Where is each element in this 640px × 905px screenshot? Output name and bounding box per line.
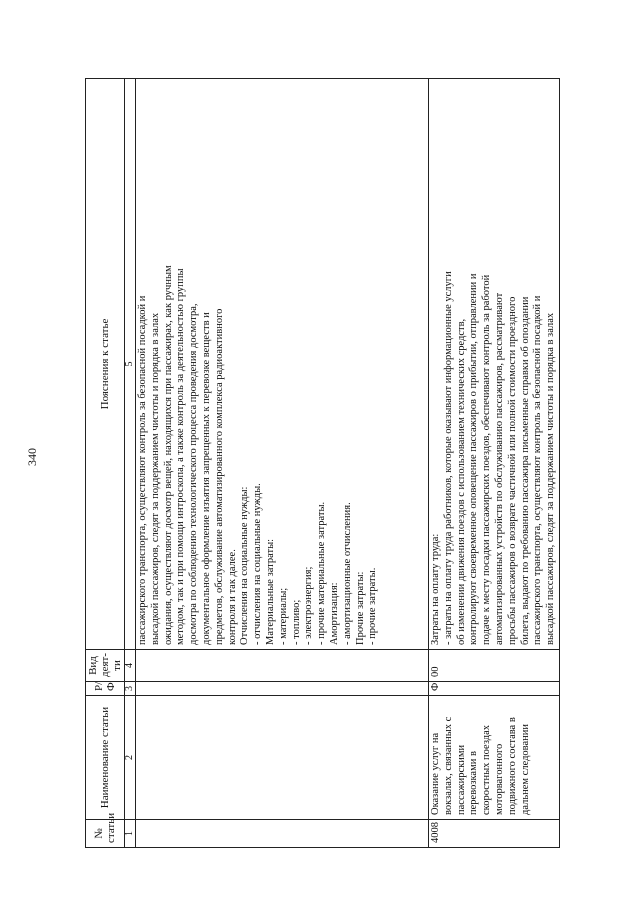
explanation-line: документальное оформление изъятия запрещенных к перевозке веществ и: [200, 312, 212, 645]
table-row-4008: [429, 79, 560, 848]
header-item-name: Наименование статьи: [86, 696, 125, 820]
expense-items-table: [85, 78, 560, 848]
explanation-line: просьбы пассажиров о возврате частичной или полной стоимости проездного: [506, 296, 518, 645]
cell-empty: [136, 682, 429, 696]
explanation-line: - амортизационные отчисления.: [341, 502, 353, 645]
explanation-line: билета, выдают по требованию пассажира письменные справки об опоздании: [519, 296, 531, 645]
column-number: 4: [125, 650, 136, 682]
explanation-line: Прочие затраты:: [354, 571, 366, 645]
explanation-line: пассажирского транспорта, осуществляют контроль за безопасной посадкой и: [137, 295, 148, 645]
explanation-line: - отчисления на социальные нужды.: [252, 483, 264, 645]
explanation-line: подаче к месту посадки пассажирских поездов, обеспечивают контроль за работой: [481, 274, 493, 645]
explanation-line: высадкой пассажиров, следят за поддержанием чистоты и порядка в залах: [545, 312, 557, 645]
explanation-line: Отчисления на социальные нужды:: [239, 486, 251, 645]
cell-empty: [136, 650, 429, 682]
item-name-cell: Оказание услуг на вокзалах, связанных с пассажирскими перевозками в скоростных поездах моторвагонного подвижного состава в дальнем следовании: [429, 696, 560, 820]
header-item-number: № статьи: [86, 820, 125, 848]
item-number-cell: 4008: [429, 820, 560, 848]
table-header-row: [86, 79, 125, 848]
explanation-line: ожидания, осуществляют досмотр вещей, находящихся при пассажирах, как ручным: [162, 265, 174, 645]
rf-cell: Ф: [429, 682, 560, 696]
header-rf: Р/ Ф: [86, 682, 125, 696]
activity-type-cell: 00: [429, 650, 560, 682]
column-number: 5: [125, 79, 136, 650]
explanation-cell: [429, 79, 560, 650]
column-number: 1: [125, 820, 136, 848]
table-row-continuation: [136, 79, 429, 848]
explanation-line: об изменении движения поездов с использованием технических средств,: [455, 318, 467, 645]
explanation-line: автоматизированных устройств по обслуживанию пассажиров, рассматривают: [493, 292, 505, 645]
explanation-line: контроля и так далее.: [226, 549, 238, 645]
explanation-line: пассажирского транспорта, осуществляют контроль за безопасной посадкой и: [532, 295, 544, 645]
explanation-line: - прочие материальные затраты.: [316, 501, 328, 645]
explanation-line: методом, так и при помощи интроскопа, а также контроль за деятельностью группы: [175, 268, 187, 645]
explanation-line: предметов, обслуживание автоматизированного комплекса радиоактивного: [213, 308, 225, 645]
column-number: 3: [125, 682, 136, 696]
rotated-page-content: [85, 78, 630, 848]
cell-empty: [136, 696, 429, 820]
explanation-line: - затраты на оплату труда работников, которые оказывают информационные услуги: [442, 271, 454, 645]
explanation-line: Амортизация:: [328, 582, 340, 645]
explanation-cell: [136, 79, 429, 650]
column-number-row: [125, 79, 136, 848]
cell-empty: [136, 820, 429, 848]
explanation-line: - материалы;: [277, 587, 289, 645]
explanation-line: - топливо;: [290, 599, 302, 645]
explanation-line: Материальные затраты:: [264, 538, 276, 645]
explanation-line: Затраты на оплату труда:: [430, 533, 441, 645]
explanation-line: высадкой пассажиров, следят за поддержанием чистоты и порядка в залах: [149, 312, 161, 645]
header-explanations: Пояснения к статье: [86, 79, 125, 650]
header-activity-type: Вид деят-ти: [86, 650, 125, 682]
explanation-line: досмотра по соблюдению технологического процесса проведения досмотра,: [188, 303, 200, 645]
column-number: 2: [125, 696, 136, 820]
explanation-line: контролируют своевременное оповещение пассажиров о прибытии, отправлении и: [468, 273, 480, 645]
page-number: 340: [25, 448, 39, 466]
explanation-line: - электроэнергия;: [303, 566, 315, 645]
explanation-line: - прочие затраты.: [367, 567, 379, 645]
